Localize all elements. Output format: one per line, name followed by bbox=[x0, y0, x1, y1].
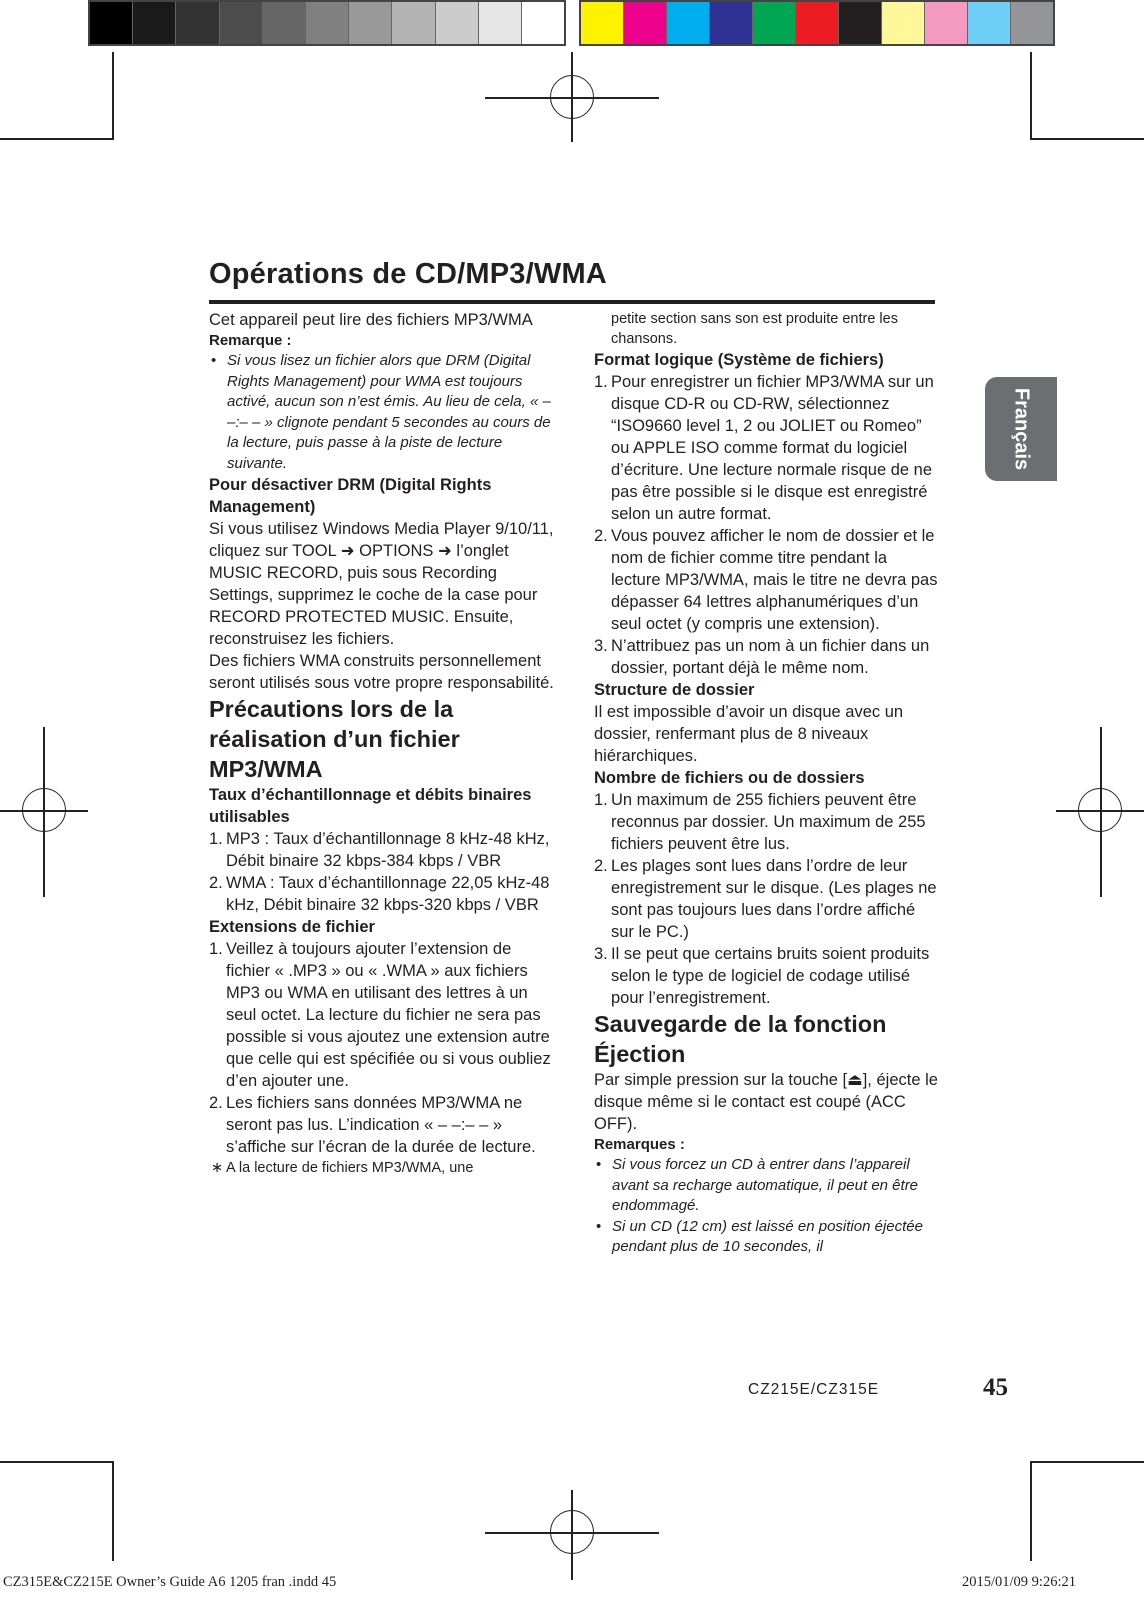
color-swatch bbox=[624, 2, 667, 44]
eject-text-start: Par simple pression sur la touche [ bbox=[594, 1071, 848, 1089]
intro-text: Cet appareil peut lire des fichiers MP3/WMA bbox=[209, 311, 533, 329]
language-tab-label: Français bbox=[1010, 387, 1033, 471]
list-text: N’attribuez pas un nom à un fichier dans un dossier, portant déjà le même nom. bbox=[611, 637, 930, 677]
registration-mark-circle bbox=[550, 1510, 594, 1554]
language-tab bbox=[985, 377, 1057, 481]
precautions-heading: Précautions lors de la réalisation d’un fichier MP3/WMA bbox=[209, 696, 460, 782]
color-swatch bbox=[667, 2, 710, 44]
process-color-bar bbox=[579, 0, 1055, 46]
crop-mark bbox=[0, 138, 112, 140]
left-column bbox=[209, 309, 554, 1178]
list-number: 2. bbox=[594, 527, 608, 545]
list-number: 2. bbox=[209, 1094, 223, 1112]
remark-item: • Si un CD (12 cm) est laissé en position éjectée pendant plus de 10 secondes, il bbox=[594, 1217, 939, 1258]
registration-mark-circle bbox=[550, 75, 594, 119]
list-text: Les plages sont lues dans l’ordre de leur enregistrement sur le disque. (Les plages ne sont pas toujours lues dans l’ordre affiché sur le PC.) bbox=[611, 857, 937, 941]
color-swatch bbox=[392, 2, 435, 44]
extensions-heading: Extensions de fichier bbox=[209, 918, 375, 936]
model-number: CZ215E/CZ315E bbox=[748, 1381, 880, 1398]
list-text: Veillez à toujours ajouter l’extension de fichier « .MP3 » ou « .WMA » aux fichiers MP3 ou WMA en utilisant des lettres à un seul octet. La lecture du fichier ne sera pas possible si vous ajoutez une extension autre que celle qui est spécifiée ou si vous oubliez d’en ajouter une. bbox=[226, 940, 551, 1090]
format-heading: Format logique (Système de fichiers) bbox=[594, 351, 884, 369]
print-slug-file: CZ315E&CZ215E Owner’s Guide A6 1205 fran .indd 45 bbox=[3, 1574, 337, 1590]
color-swatch bbox=[220, 2, 263, 44]
list-number: 2. bbox=[594, 857, 608, 875]
footnote-text: A la lecture de fichiers MP3/WMA, une bbox=[226, 1160, 474, 1176]
list-text: Les fichiers sans données MP3/WMA ne seront pas lus. L’indication « – –:– – » s’affiche sur l’écran de la durée de lecture. bbox=[226, 1094, 536, 1156]
crop-mark bbox=[112, 52, 114, 140]
color-swatch bbox=[263, 2, 306, 44]
color-swatch bbox=[479, 2, 522, 44]
color-swatch bbox=[882, 2, 925, 44]
count-heading: Nombre de fichiers ou de dossiers bbox=[594, 769, 865, 787]
structure-heading: Structure de dossier bbox=[594, 681, 755, 699]
list-text: Vous pouvez afficher le nom de dossier et le nom de fichier comme titre pendant la lecture MP3/WMA, mais le titre ne devra pas dépasser 64 lettres alphanumériques d’un seul octet (y compris une extension). bbox=[611, 527, 938, 633]
format-list bbox=[594, 371, 939, 679]
footnote-continuation: petite section sans son est produite entre les chansons. bbox=[611, 311, 898, 347]
list-number: 3. bbox=[594, 637, 608, 655]
color-swatch bbox=[1011, 2, 1053, 44]
list-item bbox=[209, 938, 554, 1092]
crop-mark bbox=[1030, 1461, 1144, 1463]
list-text: Un maximum de 255 fichiers peuvent être reconnus par dossier. Un maximum de 255 fichiers peuvent être lus. bbox=[611, 791, 926, 853]
list-text: Pour enregistrer un fichier MP3/WMA sur un disque CD-R ou CD-RW, sélectionnez “ISO9660 level 1, 2 ou JOLIET ou Romeo” ou APPLE ISO comme format du logiciel d’écriture. Une lecture normale risque de ne pas être possible si le disque est enregistré selon un autre format. bbox=[611, 373, 934, 523]
color-swatch bbox=[90, 2, 133, 44]
crop-mark bbox=[1030, 1461, 1032, 1561]
remarks-list bbox=[594, 1155, 939, 1258]
list-item bbox=[209, 828, 554, 872]
list-text: MP3 : Taux d’échantillonnage 8 kHz-48 kHz, Débit binaire 32 kbps-384 kbps / VBR bbox=[226, 830, 550, 870]
crop-mark bbox=[0, 1461, 112, 1463]
color-swatch bbox=[176, 2, 219, 44]
drm-text: Si vous utilisez Windows Media Player 9/10/11, cliquez sur TOOL ➜ OPTIONS ➜ l’onglet MUSIC RECORD, puis sous Recording Settings, supprimez le coche de la case pour RECORD PROTECTED MUSIC. Ensuite, reconstruisez les fichiers. bbox=[209, 520, 554, 648]
footnote bbox=[209, 1158, 554, 1178]
list-number: 1. bbox=[594, 373, 608, 391]
color-swatch bbox=[753, 2, 796, 44]
list-item bbox=[594, 789, 939, 855]
crop-mark bbox=[1030, 138, 1144, 140]
registration-mark-circle bbox=[22, 788, 66, 832]
extensions-list bbox=[209, 938, 554, 1158]
list-number: 1. bbox=[209, 940, 223, 958]
color-swatch bbox=[522, 2, 564, 44]
list-item bbox=[594, 371, 939, 525]
eject-text bbox=[594, 1069, 939, 1135]
eject-heading: Sauvegarde de la fonction Éjection bbox=[594, 1011, 887, 1067]
color-swatch bbox=[968, 2, 1011, 44]
list-number: 2. bbox=[209, 874, 223, 892]
grayscale-color-bar bbox=[88, 0, 566, 46]
color-swatch bbox=[436, 2, 479, 44]
remarks-label: Remarques : bbox=[594, 1136, 685, 1153]
remark-list bbox=[209, 351, 554, 474]
color-swatch bbox=[349, 2, 392, 44]
remark-item: • Si vous lisez un fichier alors que DRM (Digital Rights Management) pour WMA est toujours activé, aucun son n’est émis. Au lieu de cela, « – –:– – » clignote pendant 5 secondes au cours de la lecture, puis passe à la piste de lecture suivante. bbox=[209, 351, 554, 474]
color-swatch bbox=[839, 2, 882, 44]
eject-text-end: ], éjecte le disque même si le contact est coupé (ACC OFF). bbox=[594, 1071, 938, 1133]
list-item bbox=[594, 635, 939, 679]
list-text: WMA : Taux d’échantillonnage 22,05 kHz-48 kHz, Débit binaire 32 kbps-320 kbps / VBR bbox=[226, 874, 550, 914]
rates-heading: Taux d’échantillonnage et débits binaires utilisables bbox=[209, 786, 532, 826]
list-item bbox=[594, 943, 939, 1009]
count-list bbox=[594, 789, 939, 1009]
title-rule bbox=[209, 300, 935, 304]
remark-label: Remarque : bbox=[209, 332, 292, 349]
list-number: 1. bbox=[209, 830, 223, 848]
color-swatch bbox=[133, 2, 176, 44]
list-number: 3. bbox=[594, 945, 608, 963]
remark-item: • Si vous forcez un CD à entrer dans l’appareil avant sa recharge automatique, il peut en être endommagé. bbox=[594, 1155, 939, 1217]
eject-icon: ⏏ bbox=[847, 1071, 863, 1089]
list-item bbox=[594, 525, 939, 635]
structure-text: Il est impossible d’avoir un disque avec un dossier, renfermant plus de 8 niveaux hiérarchiques. bbox=[594, 703, 904, 765]
page-number: 45 bbox=[983, 1374, 1008, 1401]
list-item bbox=[594, 855, 939, 943]
crop-mark bbox=[112, 1461, 114, 1561]
list-number: 1. bbox=[594, 791, 608, 809]
crop-mark bbox=[1030, 52, 1032, 140]
page-title: Opérations de CD/MP3/WMA bbox=[209, 258, 607, 290]
color-swatch bbox=[710, 2, 753, 44]
color-swatch bbox=[796, 2, 839, 44]
footnote-mark: ∗ bbox=[211, 1160, 224, 1176]
color-swatch bbox=[581, 2, 624, 44]
drm-text-2: Des fichiers WMA construits personnellement seront utilisés sous votre propre responsabilité. bbox=[209, 652, 554, 692]
list-text: Il se peut que certains bruits soient produits selon le type de logiciel de codage utilisé pour l’enregistrement. bbox=[611, 945, 930, 1007]
rates-list bbox=[209, 828, 554, 916]
list-item bbox=[209, 1092, 554, 1158]
list-item bbox=[209, 872, 554, 916]
right-column bbox=[594, 309, 939, 1258]
color-swatch bbox=[925, 2, 968, 44]
print-slug-date: 2015/01/09 9:26:21 bbox=[962, 1574, 1076, 1590]
drm-heading: Pour désactiver DRM (Digital Rights Management) bbox=[209, 476, 492, 516]
color-swatch bbox=[306, 2, 349, 44]
registration-mark-circle bbox=[1078, 788, 1122, 832]
